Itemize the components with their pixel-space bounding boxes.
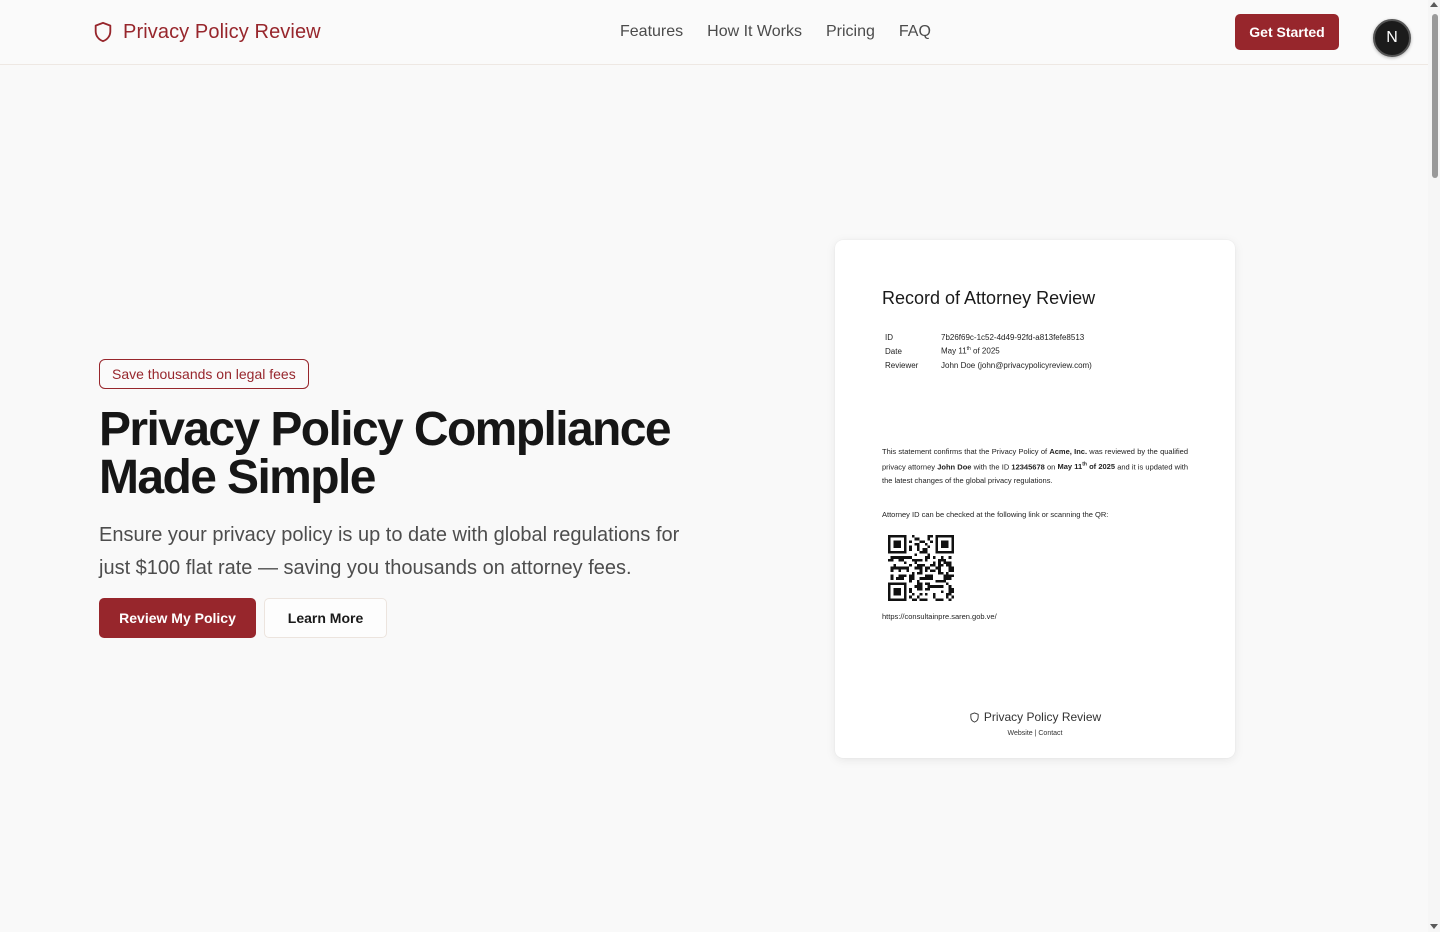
avatar[interactable]: N [1373,19,1411,57]
scrollbar-thumb[interactable] [1432,14,1438,178]
nav-faq[interactable]: FAQ [898,23,931,40]
attorney-check-text: Attorney ID can be checked at the following link or scanning the QR: [882,510,1109,519]
get-started-button[interactable]: Get Started [1235,14,1339,50]
scroll-up-arrow-icon[interactable] [1430,2,1438,7]
nav-how-it-works[interactable]: How It Works [707,23,802,40]
nav-features[interactable]: Features [620,23,684,40]
savings-badge: Save thousands on legal fees [99,359,309,389]
page-scrollbar[interactable] [1428,0,1440,932]
qr-code-icon [888,535,954,601]
attorney-verify-link[interactable]: https://consultainpre.saren.gob.ve/ [882,612,997,621]
meta-key: Date [885,346,902,356]
hero-subtitle-line-2: just $100 flat rate — saving you thousands on attorney fees. [99,557,632,579]
document-footer-links: Website | Contact [1007,729,1063,737]
meta-value: May 11th of 2025 [941,346,1000,356]
meta-row-date [885,344,1092,358]
learn-more-button[interactable]: Learn More [264,598,387,638]
document-footer-brand [969,710,1101,724]
hero-title-line-1: Privacy Policy Compliance [99,403,670,456]
site-header [0,0,1428,65]
shield-icon [92,20,114,44]
document-footer [835,710,1235,737]
meta-value: 7b26f69c-1c52-4d49-92fd-a813fefe8513 [941,332,1085,342]
attorney-review-document [835,240,1235,758]
main-nav [620,23,955,41]
hero-subtitle-line-1: Ensure your privacy policy is up to date with global regulations for [99,524,680,546]
scroll-down-arrow-icon[interactable] [1430,924,1438,929]
brand-link[interactable] [92,20,321,44]
document-title: Record of Attorney Review [882,288,1096,308]
review-my-policy-button[interactable]: Review My Policy [99,598,256,638]
document-footer-brand-text: Privacy Policy Review [983,710,1102,724]
shield-icon [969,711,980,724]
document-statement: This statement confirms that the Privacy Policy of Acme, Inc. was reviewed by the qualified privacy attorney John Doe with the ID 12345678 on May 11th of 2025 and it is updated with the latest changes of the global privacy regulations. [882,447,1189,485]
document-meta [885,330,1092,372]
hero-title-line-2: Made Simple [99,451,375,504]
meta-value: John Doe (john@privacypolicyreview.com) [941,360,1092,370]
brand-name: Privacy Policy Review [123,20,321,43]
meta-key: Reviewer [885,360,919,370]
meta-key: ID [885,332,893,342]
hero-title [99,403,719,504]
meta-row-id [885,330,1092,344]
hero-subtitle [99,519,699,585]
meta-row-reviewer [885,358,1092,372]
nav-pricing[interactable]: Pricing [825,23,875,40]
